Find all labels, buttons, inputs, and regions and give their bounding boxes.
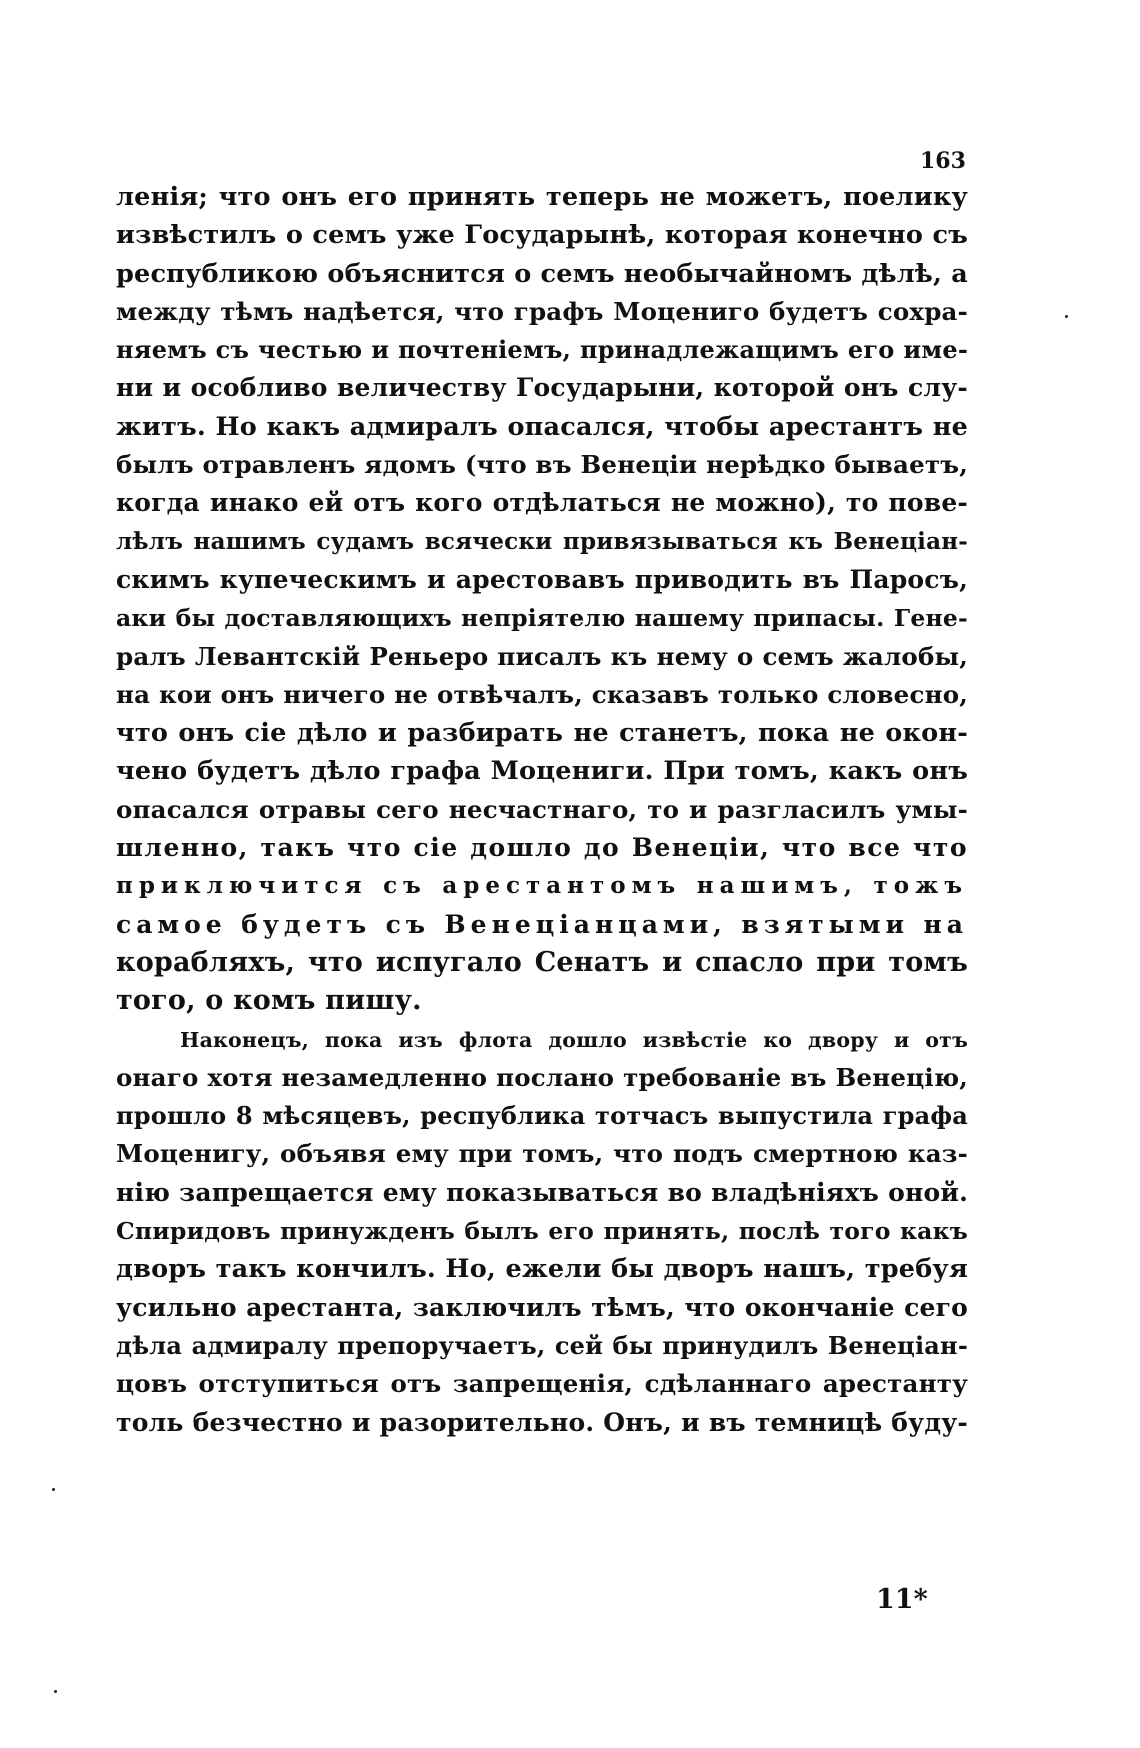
page-number: 163 — [920, 148, 966, 174]
text-line: опасался отравы сего несчастнаго, то и разгласилъ умы- — [116, 794, 968, 824]
text-line: дѣла адмиралу препоручаетъ, сей бы принудилъ Венеціан- — [116, 1330, 968, 1360]
text-line: ленія; что онъ его принять теперь не можетъ, поелику — [116, 182, 968, 212]
text-line: Спиридовъ принужденъ былъ его принять, послѣ того какъ — [116, 1217, 968, 1246]
paragraph-start-line: Наконецъ, пока изъ флота дошло извѣстіе ко двору и отъ — [180, 1027, 968, 1052]
text-line: усильно арестанта, заключилъ тѣмъ, что окончаніе сего — [116, 1292, 968, 1322]
text-line: чено будетъ дѣло графа Моцениги. При томъ, какъ онъ — [116, 756, 968, 787]
text-line: житъ. Но какъ адмиралъ опасался, чтобы арестантъ не — [116, 411, 968, 442]
text-line: ни и особливо величеству Государыни, которой онъ слу- — [116, 373, 968, 403]
scan-speck — [54, 1690, 57, 1693]
text-line: онаго хотя незамедленно послано требованіе въ Венецію, — [116, 1062, 968, 1092]
text-line: нію запрещается ему показываться во владѣніяхъ оной. — [116, 1177, 968, 1207]
text-line: приключится съ арестантомъ нашимъ, тожъ — [116, 872, 968, 900]
text-line: толь безчестно и разорительно. Онъ, и въ темницѣ буду- — [116, 1407, 968, 1437]
text-line: аки бы доставляющихъ непріятелю нашему припасы. Гене- — [116, 604, 968, 633]
text-line: республикою объяснится о семъ необычайномъ дѣлѣ, а — [116, 258, 968, 289]
text-line: что онъ сіе дѣло и разбирать не станетъ, пока не окон- — [116, 718, 968, 749]
text-line: корабляхъ, что испугало Сенатъ и спасло при томъ — [116, 946, 968, 978]
text-line: Моценигу, объявя ему при томъ, что подъ смертною каз- — [116, 1139, 968, 1169]
text-line: няемъ съ честью и почтеніемъ, принадлежащимъ его име- — [116, 335, 968, 365]
scan-speck — [52, 1488, 55, 1491]
text-line: между тѣмъ надѣется, что графъ Моцениго будетъ сохра- — [116, 296, 968, 326]
text-line: лѣлъ нашимъ судамъ всячески привязываться къ Венеціан- — [116, 527, 968, 555]
body-text — [116, 178, 968, 1442]
text-line: извѣстилъ о семъ уже Государынѣ, которая конечно съ — [116, 220, 968, 251]
text-line: цовъ отступиться отъ запрещенія, сдѣланнаго арестанту — [116, 1369, 968, 1399]
text-line: ралъ Левантскій Реньеро писалъ къ нему о семъ жалобы, — [116, 641, 968, 671]
text-line: когда инако ей отъ кого отдѣлаться не можно), то пове- — [116, 488, 968, 518]
text-line: былъ отравленъ ядомъ (что въ Венеціи нерѣдко бываетъ, — [116, 450, 968, 480]
text-line: самое будетъ съ Венеціанцами, взятыми на — [116, 909, 968, 939]
text-line: скимъ купеческимъ и арестовавъ приводить въ Паросъ, — [116, 564, 968, 594]
scan-speck — [1065, 315, 1068, 318]
signature-mark: 11* — [876, 1584, 928, 1615]
paragraph-end-line: того, о комъ пишу. — [116, 985, 422, 1017]
text-line: дворъ такъ кончилъ. Но, ежели бы дворъ нашъ, требуя — [116, 1254, 968, 1285]
text-line: на кои онъ ничего не отвѣчалъ, сказавъ только словесно, — [116, 679, 968, 709]
text-line: шленно, такъ что сіе дошло до Венеціи, что все что — [116, 833, 968, 863]
text-line: прошло 8 мѣсяцевъ, республика тотчасъ выпустила графа — [116, 1101, 968, 1131]
